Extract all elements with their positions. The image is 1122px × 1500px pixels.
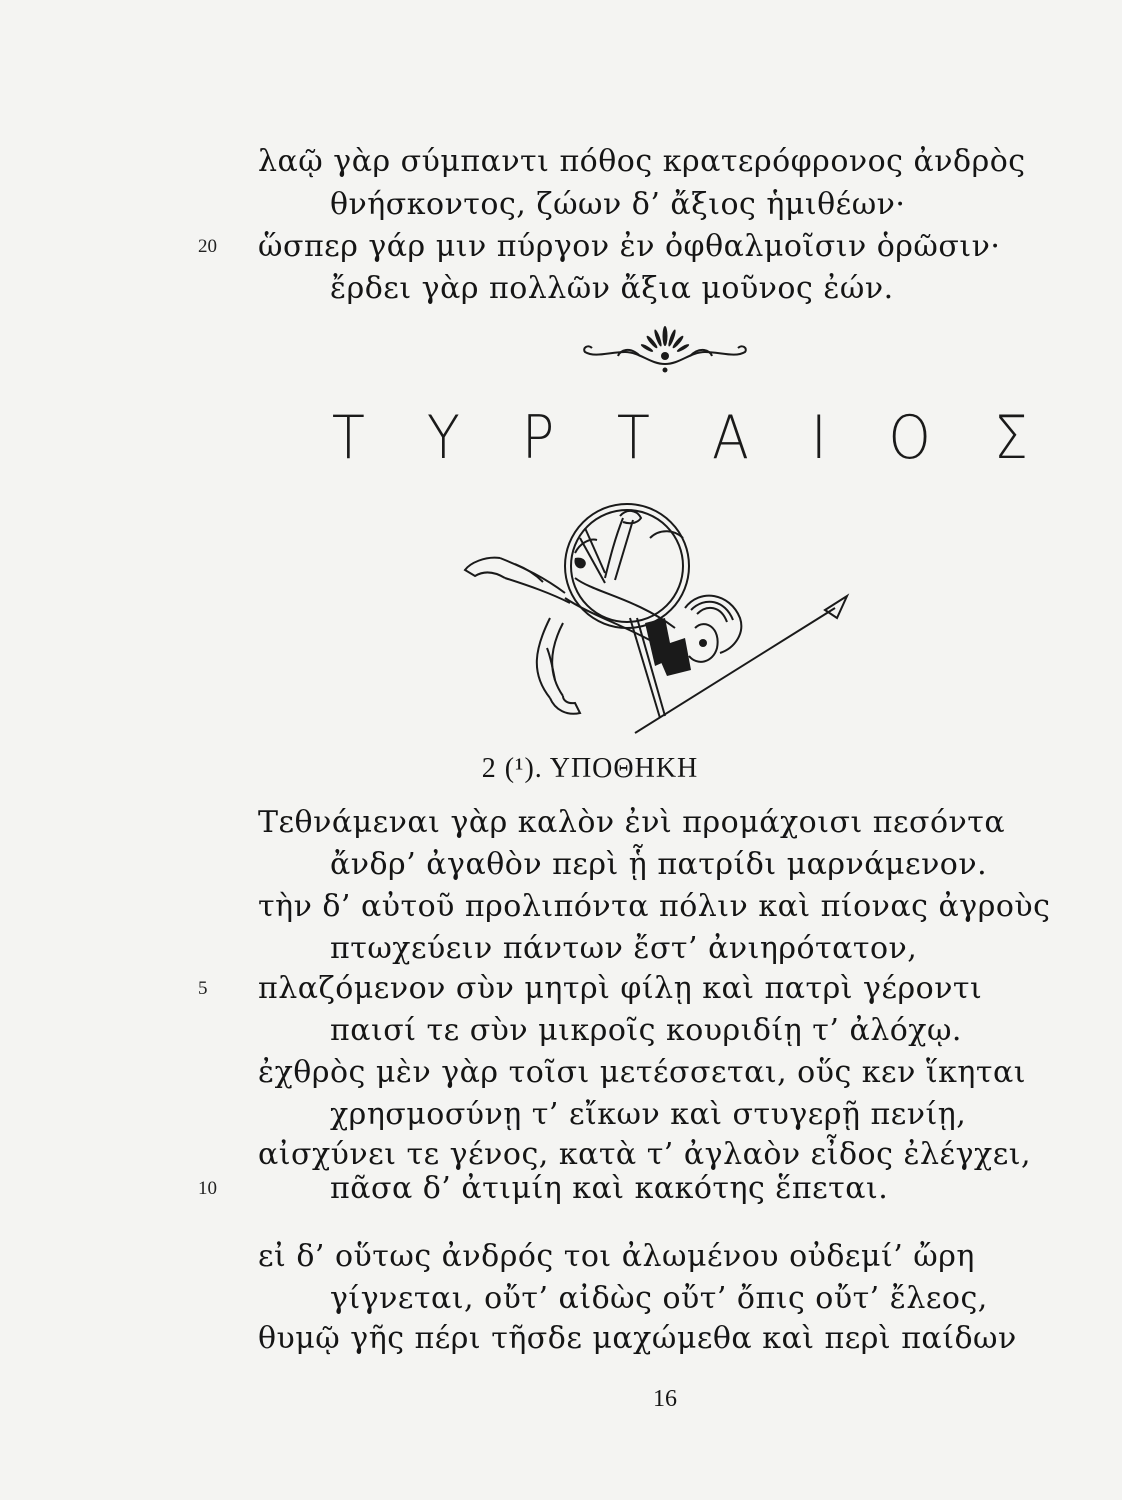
verse-line: αἰσχύνει τε γένος, κατὰ τ’ ἀγλαὸν εἶδος ἐλέγχει, bbox=[258, 1137, 1032, 1172]
title-letter: Α bbox=[712, 403, 750, 473]
title-letter: Ο bbox=[888, 403, 932, 473]
verse-line: θυμῷ γῆς πέρι τῆσδε μαχώμεθα καὶ περὶ παίδων bbox=[258, 1321, 1017, 1356]
verse-line: ὥσπερ γάρ μιν πύργον ἐν ὀφθαλμοῖσιν ὁρῶσιν· bbox=[258, 229, 1001, 264]
poem-heading: 2 (¹). ΥΠΟΘΗΚΗ bbox=[481, 753, 699, 784]
line-number: 20 bbox=[198, 236, 217, 257]
verse-line: Τεθνάμεναι γὰρ καλὸν ἐνὶ προμάχοισι πεσόντα bbox=[258, 805, 1006, 840]
verse-line: τὴν δ’ αὐτοῦ προλιπόντα πόλιν καὶ πίονας ἀγροὺς bbox=[258, 889, 1051, 924]
verse-line: γίγνεται, οὔτ’ αἰδὼς οὔτ’ ὄπις οὔτ’ ἔλεος, bbox=[330, 1281, 988, 1316]
line-number: 5 bbox=[198, 978, 208, 999]
fallen-warrior-illustration bbox=[455, 498, 855, 738]
verse-line: ἄνδρ’ ἀγαθὸν περὶ ᾗ πατρίδι μαρνάμενον. bbox=[330, 847, 988, 882]
title-letter: Τ bbox=[617, 403, 651, 473]
title-letter: Υ bbox=[427, 403, 461, 473]
verse-line: χρησμοσύνῃ τ’ εἴκων καὶ στυγερῇ πενίῃ, bbox=[330, 1097, 967, 1132]
verse-line: ἐχθρὸς μὲν γὰρ τοῖσι μετέσσεται, οὕς κεν ἵκηται bbox=[258, 1055, 1026, 1090]
title-letter: Ρ bbox=[522, 403, 555, 473]
verse-line: πᾶσα δ’ ἀτιμίη καὶ κακότης ἕπεται. bbox=[330, 1171, 889, 1206]
verse-line: ἔρδει γὰρ πολλῶν ἄξια μοῦνος ἐών. bbox=[330, 271, 894, 306]
line-number: 10 bbox=[198, 1178, 217, 1199]
title-letter: Σ bbox=[993, 403, 1029, 473]
palmette-ornament bbox=[580, 318, 750, 378]
verse-line: πτωχεύειν πάντων ἔστ’ ἀνιηρότατον, bbox=[330, 931, 918, 966]
page-number: 16 bbox=[653, 1386, 677, 1412]
verse-line: θνήσκοντος, ζώων δ’ ἄξιος ἡμιθέων· bbox=[330, 187, 906, 222]
verse-line: εἰ δ’ οὕτως ἀνδρός τοι ἀλωμένου οὐδεμί’ ὤρη bbox=[258, 1239, 975, 1274]
verse-line: πλαζόμενον σὺν μητρὶ φίλῃ καὶ πατρὶ γέροντι bbox=[258, 971, 983, 1006]
verse-line: λαῷ γὰρ σύμπαντι πόθος κρατερόφρονος ἀνδρὸς bbox=[258, 144, 1026, 179]
title-letter: Ι bbox=[810, 403, 827, 473]
title-letter: Τ bbox=[331, 403, 365, 473]
verse-line: παισί τε σὺν μικροῖς κουριδίῃ τ’ ἀλόχῳ. bbox=[330, 1013, 962, 1048]
author-title bbox=[330, 402, 1030, 474]
